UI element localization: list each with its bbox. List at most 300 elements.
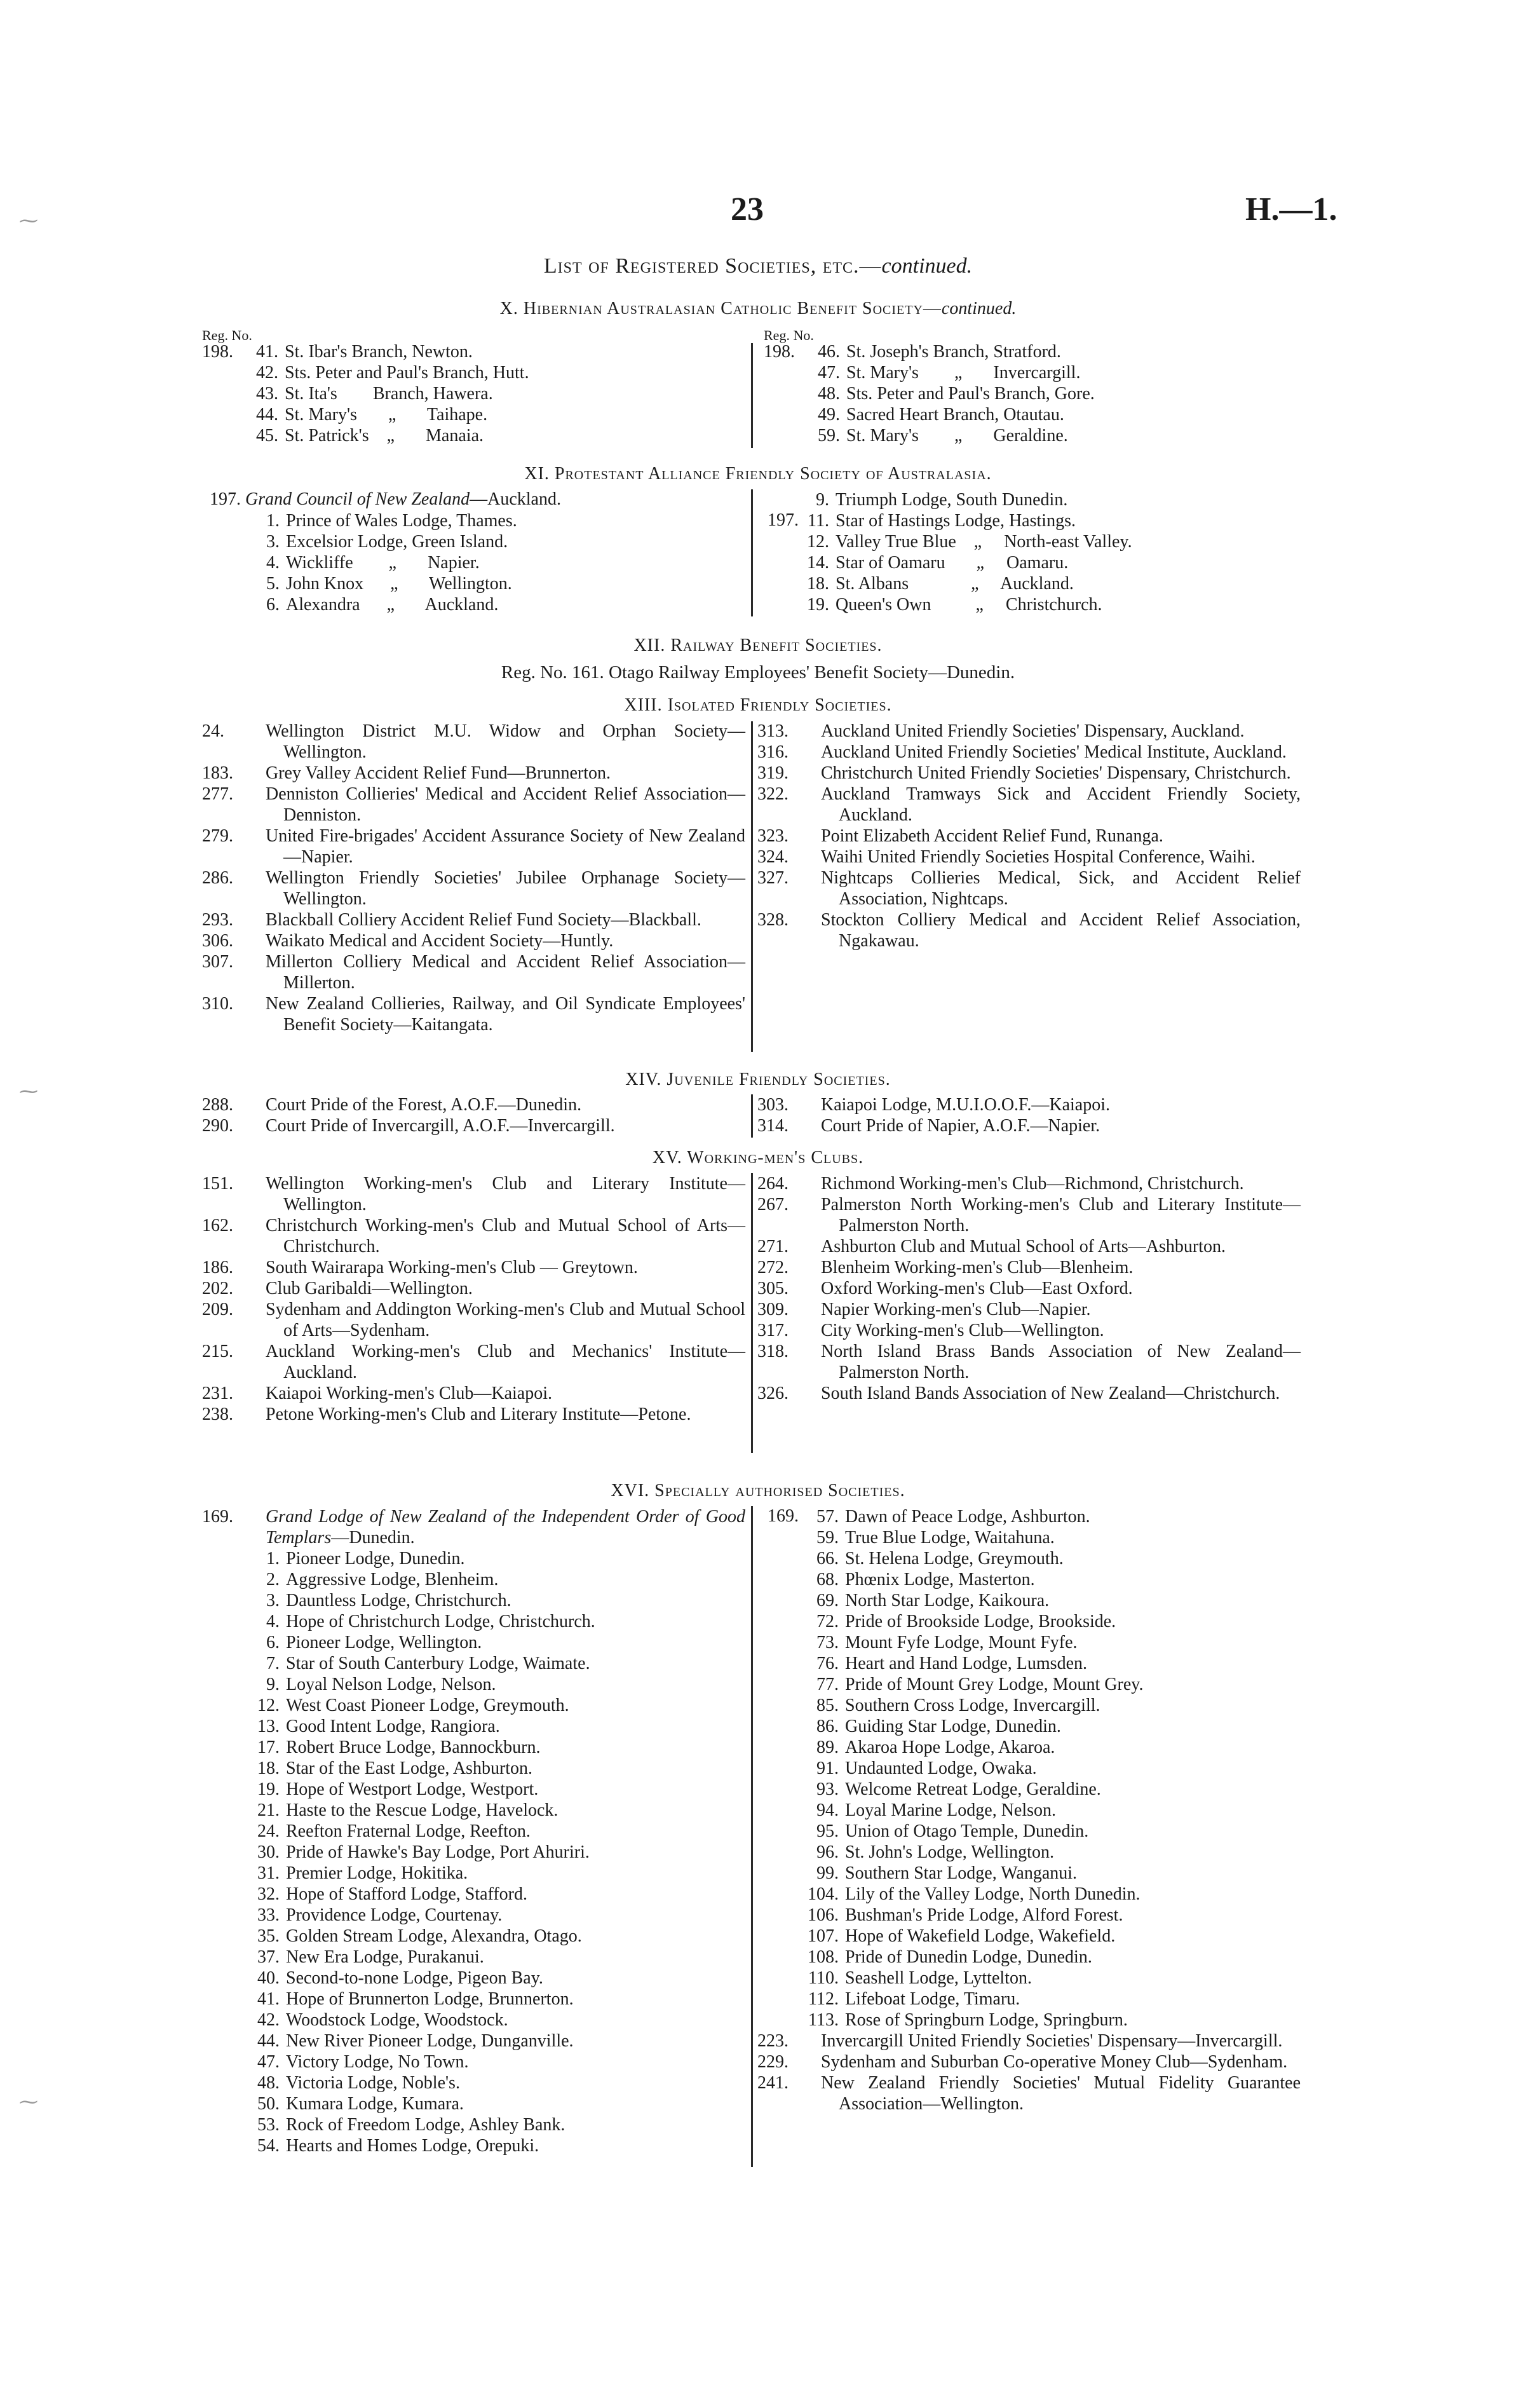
entry-text: Palmerston North Working-men's Club and Literary Institute—Palmerston North. [821, 1195, 1301, 1235]
entry-number: 59. [816, 1528, 839, 1548]
entry-number: 106. [808, 1905, 839, 1925]
entry-text: Alexandra „ Auckland. [286, 595, 499, 615]
entry-number: 69. [816, 1591, 839, 1610]
list-item [757, 2051, 1301, 2072]
list-item [219, 2072, 740, 2093]
entry-number: 85. [816, 1696, 839, 1715]
entry-number: 96. [816, 1842, 839, 1862]
list-item [219, 2051, 740, 2072]
entry-text: North Island Brass Bands Association of New Zealand—Palmerston North. [821, 1342, 1301, 1382]
entry-text: Sacred Heart Branch, Otautau. [846, 405, 1064, 425]
entry-number: 5. [266, 574, 280, 594]
entry-number: 18. [257, 1758, 280, 1778]
column-divider [751, 1094, 753, 1138]
entry-text: Pride of Dunedin Lodge, Dunedin. [845, 1947, 1092, 1967]
entry-number: 313. [757, 721, 788, 741]
list-item [757, 1341, 1301, 1383]
entry-number: 328. [757, 910, 788, 930]
list-item [202, 1215, 745, 1257]
list-item [202, 383, 742, 404]
entry-text: Southern Cross Lodge, Invercargill. [845, 1696, 1100, 1715]
list-item [788, 1968, 1309, 1989]
entry-text: Sydenham and Suburban Co-operative Money Club—Sydenham. [821, 2052, 1288, 2072]
list-item [757, 909, 1301, 951]
section-xiv-title: XIV. Juvenile Friendly Societies. [625, 1070, 891, 1089]
list-item [219, 594, 740, 615]
entry-number: 310. [202, 994, 233, 1014]
entry-number: 231. [202, 1384, 233, 1403]
entry-number: 202. [202, 1279, 233, 1298]
entry-text: Loyal Nelson Lodge, Nelson. [286, 1675, 496, 1694]
entry-text: St. Mary's „ Taihape. [285, 405, 488, 425]
list-item [219, 1716, 740, 1737]
entry-number: 41. [257, 1989, 280, 2009]
entry-number: 42. [256, 363, 278, 383]
entry-text: John Knox „ Wellington. [286, 574, 512, 594]
entry-number: 183. [202, 763, 233, 783]
list-item [757, 826, 1301, 847]
list-item [219, 1653, 740, 1674]
entry-number: 1. [266, 1549, 280, 1568]
list-item [202, 1115, 745, 1136]
entry-text: Pride of Hawke's Bay Lodge, Port Ahuriri. [286, 1842, 590, 1862]
entry-number: 14. [807, 553, 829, 573]
entry-text: True Blue Lodge, Waitahuna. [845, 1528, 1055, 1548]
list-item [219, 1968, 740, 1989]
entry-text: St. John's Lodge, Wellington. [845, 1842, 1054, 1862]
entry-number: 43. [256, 384, 278, 404]
list-item [219, 1674, 740, 1695]
entry-text: Aggressive Lodge, Blenheim. [286, 1570, 499, 1589]
section-xvi-right-list [788, 1506, 1309, 2030]
list-item [219, 1695, 740, 1716]
entry-number: 35. [257, 1926, 280, 1946]
entry-number: 314. [757, 1116, 788, 1136]
entry-text: Kumara Lodge, Kumara. [286, 2094, 464, 2114]
entry-text: Akaroa Hope Lodge, Akaroa. [845, 1738, 1055, 1757]
entry-text: Southern Star Lodge, Wanganui. [845, 1863, 1078, 1883]
entry-text: West Coast Pioneer Lodge, Greymouth. [286, 1696, 569, 1715]
entry-text: Star of Oamaru „ Oamaru. [836, 553, 1069, 573]
list-item [202, 993, 745, 1035]
list-item [788, 573, 1309, 594]
entry-text: Triumph Lodge, South Dunedin. [836, 490, 1068, 510]
entry-number: 271. [757, 1237, 788, 1256]
entry-text: Loyal Marine Lodge, Nelson. [845, 1800, 1057, 1820]
section-xiii-right-list [757, 721, 1301, 951]
entry-number: 66. [816, 1549, 839, 1568]
entry-number: 305. [757, 1279, 788, 1298]
list-item [788, 1527, 1309, 1548]
entry-number: 324. [757, 847, 788, 867]
entry-text: Grey Valley Accident Relief Fund—Brunnerton. [266, 763, 611, 783]
entry-text: Robert Bruce Lodge, Bannockburn. [286, 1738, 541, 1757]
entry-text: Excelsior Lodge, Green Island. [286, 532, 508, 552]
list-item [757, 784, 1301, 826]
section-xi-title: XI. Protestant Alliance Friendly Society of Australasia. [524, 464, 992, 484]
list-item [757, 1094, 1301, 1115]
list-item [788, 1758, 1309, 1779]
list-item [764, 404, 1304, 425]
list-item [202, 1278, 745, 1299]
entry-text: Blackball Colliery Accident Relief Fund Society—Blackball. [266, 910, 701, 930]
entry-number: 44. [256, 405, 278, 425]
list-item [788, 1674, 1309, 1695]
entry-text: Wellington Working-men's Club and Literary Institute—Wellington. [266, 1174, 745, 1214]
entry-number: 48. [818, 384, 840, 404]
list-item [219, 1842, 740, 1863]
list-item [788, 1632, 1309, 1653]
xi-right-reg: 197. [768, 510, 799, 530]
entry-text: Rose of Springburn Lodge, Springburn. [845, 2010, 1128, 2030]
entry-text: Premier Lodge, Hokitika. [286, 1863, 468, 1883]
list-item [219, 1905, 740, 1926]
list-item [219, 1590, 740, 1611]
entry-text: Star of South Canterbury Lodge, Waimate. [286, 1654, 590, 1673]
list-item [202, 826, 745, 867]
section-xii-title: XII. Railway Benefit Societies. [633, 636, 883, 655]
page-number: 23 [731, 191, 764, 228]
list-item [757, 2030, 1301, 2051]
entry-text: Star of the East Lodge, Ashburton. [286, 1758, 533, 1778]
entry-text: United Fire-brigades' Accident Assurance Society of New Zealand—Napier. [266, 826, 745, 867]
xii-entry: Reg. No. 161. Otago Railway Employees' Benefit Society—Dunedin. [501, 662, 1015, 683]
list-item [202, 909, 745, 930]
entry-text: Union of Otago Temple, Dunedin. [845, 1821, 1089, 1841]
entry-number: 86. [816, 1717, 839, 1736]
entry-text: Club Garibaldi—Wellington. [266, 1279, 473, 1298]
regno-label-right: Reg. No. [764, 327, 814, 343]
regno-label-left: Reg. No. [202, 327, 252, 343]
entry-text: Mount Fyfe Lodge, Mount Fyfe. [845, 1633, 1078, 1652]
entry-number: 49. [818, 405, 840, 425]
list-item [788, 1611, 1309, 1632]
page-title: List of Registered Societies, etc.—continued. [543, 254, 973, 278]
entry-text: Woodstock Lodge, Woodstock. [286, 2010, 508, 2030]
entry-text: Wickliffe „ Napier. [286, 553, 480, 573]
list-item [757, 1173, 1301, 1194]
entry-number: 46. [818, 342, 840, 362]
list-item [219, 1926, 740, 1947]
entry-text: Hope of Westport Lodge, Westport. [286, 1779, 539, 1799]
list-item [788, 1926, 1309, 1947]
list-item [788, 1716, 1309, 1737]
entry-text: Nightcaps Collieries Medical, Sick, and Accident Relief Association, Nightcaps. [821, 868, 1301, 909]
entry-text: Waikato Medical and Accident Society—Huntly. [266, 931, 614, 951]
entry-text: Reefton Fraternal Lodge, Reefton. [286, 1821, 531, 1841]
entry-text: Hearts and Homes Lodge, Orepuki. [286, 2136, 539, 2156]
entry-number: 11. [808, 511, 829, 531]
list-item [219, 1737, 740, 1758]
entry-text: New Zealand Friendly Societies' Mutual Fidelity Guarantee Association—Wellington. [821, 2073, 1301, 2114]
entry-number: 112. [808, 1989, 839, 2009]
section-xv-right-list [757, 1173, 1301, 1404]
list-item [219, 1863, 740, 1884]
list-item [202, 930, 745, 951]
entry-number: 19. [257, 1779, 280, 1799]
entry-text: Auckland United Friendly Societies' Dispensary, Auckland. [821, 721, 1245, 741]
list-item [202, 1094, 745, 1115]
list-item [788, 1863, 1309, 1884]
entry-text: Lifeboat Lodge, Timaru. [845, 1989, 1020, 2009]
entry-number: 12. [257, 1696, 280, 1715]
entry-number: 12. [807, 532, 829, 552]
entry-text: Prince of Wales Lodge, Thames. [286, 511, 517, 531]
entry-number: 21. [257, 1800, 280, 1820]
list-item [202, 404, 742, 425]
entry-text: Court Pride of the Forest, A.O.F.—Dunedin. [266, 1095, 582, 1115]
column-divider [751, 1506, 753, 2167]
list-item [788, 1506, 1309, 1527]
entry-number: 162. [202, 1216, 233, 1235]
list-item [202, 1173, 745, 1215]
entry-text: Phœnix Lodge, Masterton. [845, 1570, 1035, 1589]
entry-number: 40. [257, 1968, 280, 1988]
entry-number: 323. [757, 826, 788, 846]
entry-text: Victory Lodge, No Town. [286, 2052, 469, 2072]
entry-number: 1. [266, 511, 280, 531]
entry-number: 3. [266, 532, 280, 552]
entry-text: Wellington District M.U. Widow and Orphan Society—Wellington. [266, 721, 745, 762]
section-xiii-left-list [202, 721, 745, 1035]
entry-number: 77. [816, 1675, 839, 1694]
entry-number: 44. [257, 2031, 280, 2051]
entry-number: 59. [818, 426, 840, 446]
entry-text: Seashell Lodge, Lyttelton. [845, 1968, 1032, 1988]
list-item [788, 594, 1309, 615]
entry-text: St. Joseph's Branch, Stratford. [846, 342, 1061, 362]
entry-number: 215. [202, 1342, 233, 1361]
entry-text: Christchurch Working-men's Club and Mutual School of Arts—Christchurch. [266, 1216, 745, 1256]
entry-number: 306. [202, 931, 233, 951]
entry-number: 238. [202, 1405, 233, 1424]
entry-number: 229. [757, 2052, 788, 2072]
list-item [788, 489, 1309, 510]
list-item [788, 1695, 1309, 1716]
margin-mark: ⁓ [19, 2092, 38, 2112]
list-item [219, 1800, 740, 1821]
list-item [788, 1947, 1309, 1968]
entry-text: Hope of Brunnerton Lodge, Brunnerton. [286, 1989, 574, 2009]
entry-number: 316. [757, 742, 788, 762]
entry-number: 31. [257, 1863, 280, 1883]
entry-text: Good Intent Lodge, Rangiora. [286, 1717, 500, 1736]
entry-number: 107. [808, 1926, 839, 1946]
entry-number: 68. [816, 1570, 839, 1589]
entry-number: 317. [757, 1321, 788, 1340]
entry-text: Hope of Wakefield Lodge, Wakefield. [845, 1926, 1116, 1946]
list-item [757, 1257, 1301, 1278]
entry-number: 290. [202, 1116, 233, 1136]
entry-text: Pride of Mount Grey Lodge, Mount Grey. [845, 1675, 1144, 1694]
entry-number: 277. [202, 784, 233, 804]
entry-text: Denniston Collieries' Medical and Accident Relief Association—Denniston. [266, 784, 745, 825]
list-item [219, 1548, 740, 1569]
list-item [757, 1236, 1301, 1257]
entry-text: Pioneer Lodge, Wellington. [286, 1633, 482, 1652]
entry-text: Auckland Tramways Sick and Accident Friendly Society, Auckland. [821, 784, 1301, 825]
entry-text: Rock of Freedom Lodge, Ashley Bank. [286, 2115, 565, 2135]
list-item [202, 1404, 745, 1425]
list-item [219, 1884, 740, 1905]
section-xiv-left-list [202, 1094, 745, 1136]
list-item [788, 510, 1309, 531]
entry-number: 4. [266, 553, 280, 573]
list-item [219, 2010, 740, 2030]
entry-number: 309. [757, 1300, 788, 1319]
list-item [202, 867, 745, 909]
entry-number: 18. [807, 574, 829, 594]
list-item [219, 573, 740, 594]
entry-text: Auckland United Friendly Societies' Medical Institute, Auckland. [821, 742, 1287, 762]
list-item [219, 2093, 740, 2114]
list-item [219, 2135, 740, 2156]
entry-text: Hope of Stafford Lodge, Stafford. [286, 1884, 527, 1904]
entry-text: Waihi United Friendly Societies Hospital Conference, Waihi. [821, 847, 1255, 867]
entry-text: Wellington Friendly Societies' Jubilee Orphanage Society—Wellington. [266, 868, 745, 909]
entry-number: 279. [202, 826, 233, 846]
entry-number: 2. [266, 1570, 280, 1589]
entry-number: 41. [256, 342, 278, 362]
entry-text: Dawn of Peace Lodge, Ashburton. [845, 1507, 1090, 1527]
entry-number: 3. [266, 1591, 280, 1610]
section-xi-left-list [219, 510, 740, 615]
entry-number: 293. [202, 910, 233, 930]
list-item [219, 2114, 740, 2135]
list-item [788, 1821, 1309, 1842]
xvi-right-reg: 169. [768, 1506, 799, 1526]
margin-mark: ⁓ [19, 210, 38, 231]
entry-number: 7. [266, 1654, 280, 1673]
entry-number: 50. [257, 2094, 280, 2114]
list-item [219, 1611, 740, 1632]
entry-number: 6. [266, 595, 280, 615]
entry-number: 9. [816, 490, 829, 510]
list-item [757, 1194, 1301, 1236]
entry-number: 24. [257, 1821, 280, 1841]
entry-number: 110. [808, 1968, 839, 1988]
entry-number: 72. [816, 1612, 839, 1631]
entry-number: 95. [816, 1821, 839, 1841]
entry-number: 264. [757, 1174, 788, 1194]
list-item [788, 1800, 1309, 1821]
list-item [202, 425, 742, 446]
section-xiii-title: XIII. Isolated Friendly Societies. [624, 695, 892, 715]
entry-number: 73. [816, 1633, 839, 1652]
list-item [757, 1383, 1301, 1404]
entry-text: Auckland Working-men's Club and Mechanics' Institute—Auckland. [266, 1342, 745, 1382]
entry-number: 322. [757, 784, 788, 804]
list-item [219, 510, 740, 531]
entry-text: St. Mary's „ Geraldine. [846, 426, 1068, 446]
entry-number: 318. [757, 1342, 788, 1361]
entry-number: 326. [757, 1384, 788, 1403]
list-item [788, 1884, 1309, 1905]
xvi-head-entry: 169. Grand Lodge of New Zealand of the Independent Order of Good Templars—Dunedin. [202, 1507, 745, 1548]
entry-number: 19. [807, 595, 829, 615]
entry-text: Queen's Own „ Christchurch. [836, 595, 1102, 615]
entry-text: Welcome Retreat Lodge, Geraldine. [845, 1779, 1101, 1799]
section-xv-title: XV. Working-men's Clubs. [652, 1148, 864, 1167]
section-xvi-right-extra-list [757, 2030, 1301, 2114]
section-xi-right-list [788, 489, 1309, 615]
entry-number: 223. [757, 2031, 788, 2051]
list-item [219, 531, 740, 552]
section-x-left-list [202, 341, 742, 446]
entry-text: Oxford Working-men's Club—East Oxford. [821, 1279, 1133, 1298]
entry-text: Court Pride of Invercargill, A.O.F.—Invercargill. [266, 1116, 615, 1136]
list-item [202, 763, 745, 784]
entry-text: Richmond Working-men's Club—Richmond, Christchurch. [821, 1174, 1244, 1194]
entry-number: 47. [818, 363, 840, 383]
list-item [788, 1653, 1309, 1674]
entry-text: Petone Working-men's Club and Literary Institute—Petone. [266, 1405, 691, 1424]
list-item [788, 1548, 1309, 1569]
column-divider [751, 721, 753, 1052]
entry-text: Dauntless Lodge, Christchurch. [286, 1591, 511, 1610]
entry-text: Sydenham and Addington Working-men's Club and Mutual School of Arts—Sydenham. [266, 1300, 745, 1340]
entry-number: 91. [816, 1758, 839, 1778]
list-item [757, 1278, 1301, 1299]
entry-text: St. Ita's Branch, Hawera. [285, 384, 493, 404]
entry-number: 151. [202, 1174, 233, 1194]
section-x-right-list [764, 341, 1304, 446]
list-item [219, 1989, 740, 2010]
list-item [757, 1299, 1301, 1320]
list-item [202, 951, 745, 993]
section-xvi-title: XVI. Specially authorised Societies. [611, 1481, 905, 1500]
entry-text: Stockton Colliery Medical and Accident Relief Association, Ngakawau. [821, 910, 1301, 951]
entry-number: 4. [266, 1612, 280, 1631]
list-item [788, 1737, 1309, 1758]
entry-text: Star of Hastings Lodge, Hastings. [836, 511, 1076, 531]
entry-number: 241. [757, 2073, 788, 2093]
entry-text: Sts. Peter and Paul's Branch, Hutt. [285, 363, 529, 383]
list-item [202, 1299, 745, 1341]
list-item [788, 1842, 1309, 1863]
entry-text: North Star Lodge, Kaikoura. [845, 1591, 1050, 1610]
list-item [219, 1947, 740, 1968]
entry-number: 13. [257, 1717, 280, 1736]
list-item [788, 1779, 1309, 1800]
section-xv-left-list [202, 1173, 745, 1425]
entry-number: 113. [808, 2010, 839, 2030]
entry-text: Blenheim Working-men's Club—Blenheim. [821, 1258, 1134, 1277]
entry-text: Providence Lodge, Courtenay. [286, 1905, 503, 1925]
list-item [219, 1779, 740, 1800]
entry-number: 45. [256, 426, 278, 446]
list-item [219, 552, 740, 573]
entry-number: 94. [816, 1800, 839, 1820]
entry-number: 303. [757, 1095, 788, 1115]
entry-number: 104. [808, 1884, 839, 1904]
entry-number: 42. [257, 2010, 280, 2030]
entry-text: St. Helena Lodge, Greymouth. [845, 1549, 1064, 1568]
list-item [788, 2010, 1309, 2030]
entry-text: South Island Bands Association of New Zealand—Christchurch. [821, 1384, 1280, 1403]
entry-number: 209. [202, 1300, 233, 1319]
entry-number: 17. [257, 1738, 280, 1757]
list-item [757, 1320, 1301, 1341]
entry-text: Sts. Peter and Paul's Branch, Gore. [846, 384, 1095, 404]
list-item [757, 721, 1301, 742]
entry-text: Point Elizabeth Accident Relief Fund, Runanga. [821, 826, 1163, 846]
list-item [219, 2030, 740, 2051]
list-item [202, 362, 742, 383]
entry-text: Kaiapoi Working-men's Club—Kaiapoi. [266, 1384, 552, 1403]
entry-number: 99. [816, 1863, 839, 1883]
entry-number: 9. [266, 1675, 280, 1694]
